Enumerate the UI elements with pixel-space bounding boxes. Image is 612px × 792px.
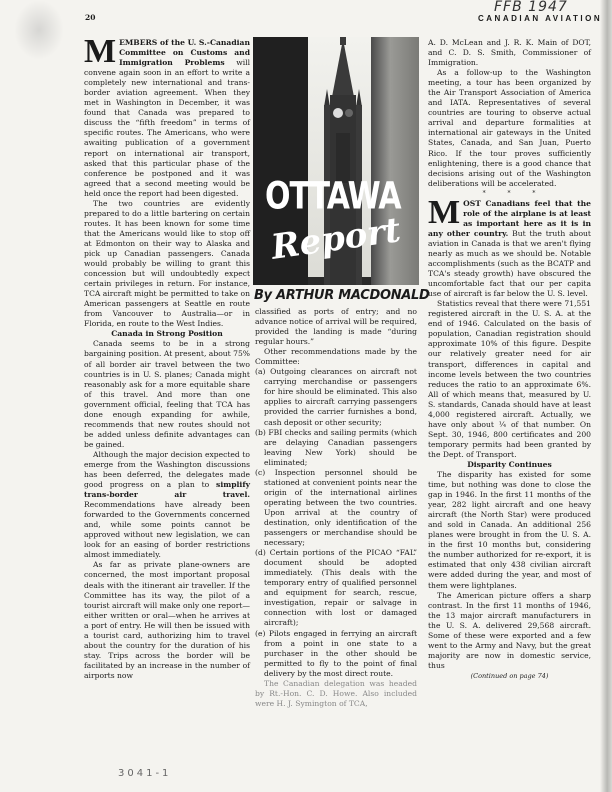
- paragraph: The Canadian delegation was headed by Rt.-Hon. C. D. Howe. Also included were H. J. Symington of TCA,: [255, 678, 417, 708]
- drop-cap: M: [428, 193, 461, 231]
- paragraph: Statistics reveal that there were 71,551 registered aircraft in the U. S. A. at the end of 1946. Calculated on the basis of population, Canadian registration should approximate 10% of this figure. Despite our relatively greater need for air transport, differences in capital and income levels between the two countries reduces the ratio to an approximate 6%. All of which means that, measured by U. S. standards, Canada should have at least 4,000 registered aircraft. Actually, we have only about ¼ of that number. On Sept. 30, 1946, 800 certificates and 200 temporary permits had been granted by the Dept. of Transport.: [428, 299, 591, 459]
- list-item: (b) FBI checks and sailing permits (which are delaying Canadian passengers leaving New York) should be eliminated;: [255, 427, 417, 467]
- title-report: Report: [268, 210, 404, 268]
- title-ottawa: OTTAWA: [265, 174, 401, 219]
- list-item: (a) Outgoing clearances on aircraft not carrying merchandise or passengers for hire should be eliminated. This also applies to aircraft carrying passengers provided the carrier furnishes a bond, cash deposit or other security;: [255, 367, 417, 427]
- paragraph: The disparity has existed for some time, but nothing was done to close the gap in 1946. In the first 11 months of the year, 282 light aircraft and one heavy aircraft (the North Star) were produced and sold in Canada. An additional 256 planes were brought in from the U. S. A. in the first 10 months but, considering the number authorized for re-export, it is estimated that only 438 civilian aircraft were added during the year, and most of them were lightplanes.: [428, 470, 591, 590]
- section-subhead: Disparity Continues: [467, 459, 552, 469]
- section-separator: * * *: [482, 189, 546, 197]
- paragraph: classified as ports of entry; and no advance notice of arrival will be required, provided the landing is made “during regular hours.”: [255, 307, 417, 347]
- scan-smudge: [14, 0, 64, 60]
- lead-paragraph: MOST Canadians feel that the role of the airplane is at least as important here as it is in any other country. But the truth about aviation in Canada is that we aren't flying nearly as much as we should be. Notable accomplishments (such as the BCATP and TCA's steady growth) have obscured the uncomfortable fact that our per capita use of aircraft is far below the U. S. level.: [428, 193, 591, 299]
- paragraph: The American picture offers a sharp contrast. In the first 11 months of 1946, the 13 major aircraft manufacturers in the U. S. A. delivered 29,568 aircraft. Some of these were exported and a few went to the Army and Navy, but the great majority are now in domestic service, thus: [428, 590, 591, 670]
- list-item: (d) Certain portions of the PICAO “FAL” document should be adopted immediately. (This deals with the temporary entry of qualified personnel and equipment for search, rescue, investigation, repair or salvage in connection with lost or damaged aircraft);: [255, 548, 417, 628]
- magazine-title: CANADIAN AVIATION: [478, 14, 603, 23]
- paragraph: Canada seems to be in a strong bargaining position. At present, about 75% of all border air travel between the two countries is in U. S. planes; Canada might reasonably ask for a more equitable share of this travel. And more than one government official, feeling that TCA has done enough expanding for awhile, recommends that new routes should not be added unless definite advantages can be gained.: [84, 339, 251, 449]
- article-column-2: [255, 307, 417, 709]
- recommendations-list: [255, 367, 417, 678]
- list-item: (e) Pilots engaged in ferrying an aircraft from a point in one state to a purchaser in the other should be permitted to fly to the point of final delivery by the most direct route.: [255, 628, 417, 678]
- section-subhead: Canada in Strong Position: [111, 329, 223, 339]
- drop-cap: M: [84, 33, 117, 70]
- byline: By ARTHUR MACDONALD: [254, 288, 430, 303]
- binding-edge-shadow: [600, 0, 612, 792]
- lead-bold-text: EMBERS of the U. S.-Canadian Committee on Customs and Immigration Problems: [119, 38, 250, 68]
- continued-notice: (Continued on page 74): [470, 671, 549, 680]
- paragraph: As far as private plane-owners are concerned, the most important proposal deals with the itinerant air traveller. If the Committee has its way, the pilot of a tourist aircraft will make only one report—either written or oral—when he arrives at a port of entry. He will then be issued with a tourist card, authorizing him to travel about the country for the duration of his stay. Trips across the border will be facilitated by an increase in the number of airports now: [84, 560, 250, 680]
- paragraph: As a follow-up to the Washington meeting, a tour has been organized by the Air Transport Association of America and IATA. Representatives of several countries are touring to observe actual arrival and departure formalities at international air gateways in the United States, Canada, and San Juan, Puerto Rico. If the tour proves sufficiently enlightening, there is a good chance that decisions arising out of the Washington deliberations will be accelerated.: [428, 68, 591, 188]
- paragraph: A. D. McLean and J. R. K. Main of DOT, and C. D. S. Smith, Commissioner of Immigration.: [428, 38, 591, 68]
- ottawa-report-photo: [253, 37, 419, 285]
- handwritten-date-note: FFB 1947: [494, 0, 568, 15]
- paragraph: Other recommendations made by the Committee:: [255, 347, 417, 367]
- article-column-3: [428, 38, 591, 681]
- paragraph: The two countries are evidently prepared to do a little bartering on certain routes. It has been known for some time that the Americans would like to stop off at Edmonton on their way to Alaska and pick up Canadian passengers. Canada would probably be willing to grant this concession but will undoubtedly expect certain privileges in return. For instance, TCA aircraft might be permitted to take on American passengers at Seattle en route from Vancouver to Australia—or in Florida, en route to the West Indies.: [84, 198, 250, 329]
- lead-paragraph: MEMBERS of the U. S.-Canadian Committee on Customs and Immigration Problems will convene again soon in an effort to write a completely new international and trans-border aviation agreement. When they met in Washington in December, it was found that Canada was prepared to discuss the “fifth freedom” in terms of specific routes. The Americans, who were awaiting publication of a government report on international air transport, asked that this particular phase of the conference be postponed and it was agreed that a second meeting would be held once the report had been digested.: [84, 33, 250, 198]
- page-number: 20: [85, 13, 96, 22]
- lead-bold-text: OST Canadians feel that the role of the airplane is at least as important here as it is in any other country.: [428, 198, 591, 238]
- archive-stamp: 3041-1: [118, 768, 172, 779]
- list-item: (c) Inspection personnel should be stationed at convenient points near the origin of the international airlines operating between the two countries. Upon arrival at the country of destination, only identification of the passengers or merchandise should be necessary;: [255, 467, 417, 548]
- paragraph: Although the major decision expected to emerge from the Washington discussions has been deferred, the delegates made good progress on a plan to simplify trans-border air travel. Recommendations have already been forwarded to the Governments concerned and, while some points cannot be approved without new legislation, we can look for an easing of border restrictions almost immediately.: [84, 449, 250, 560]
- article-column-1: [84, 33, 251, 681]
